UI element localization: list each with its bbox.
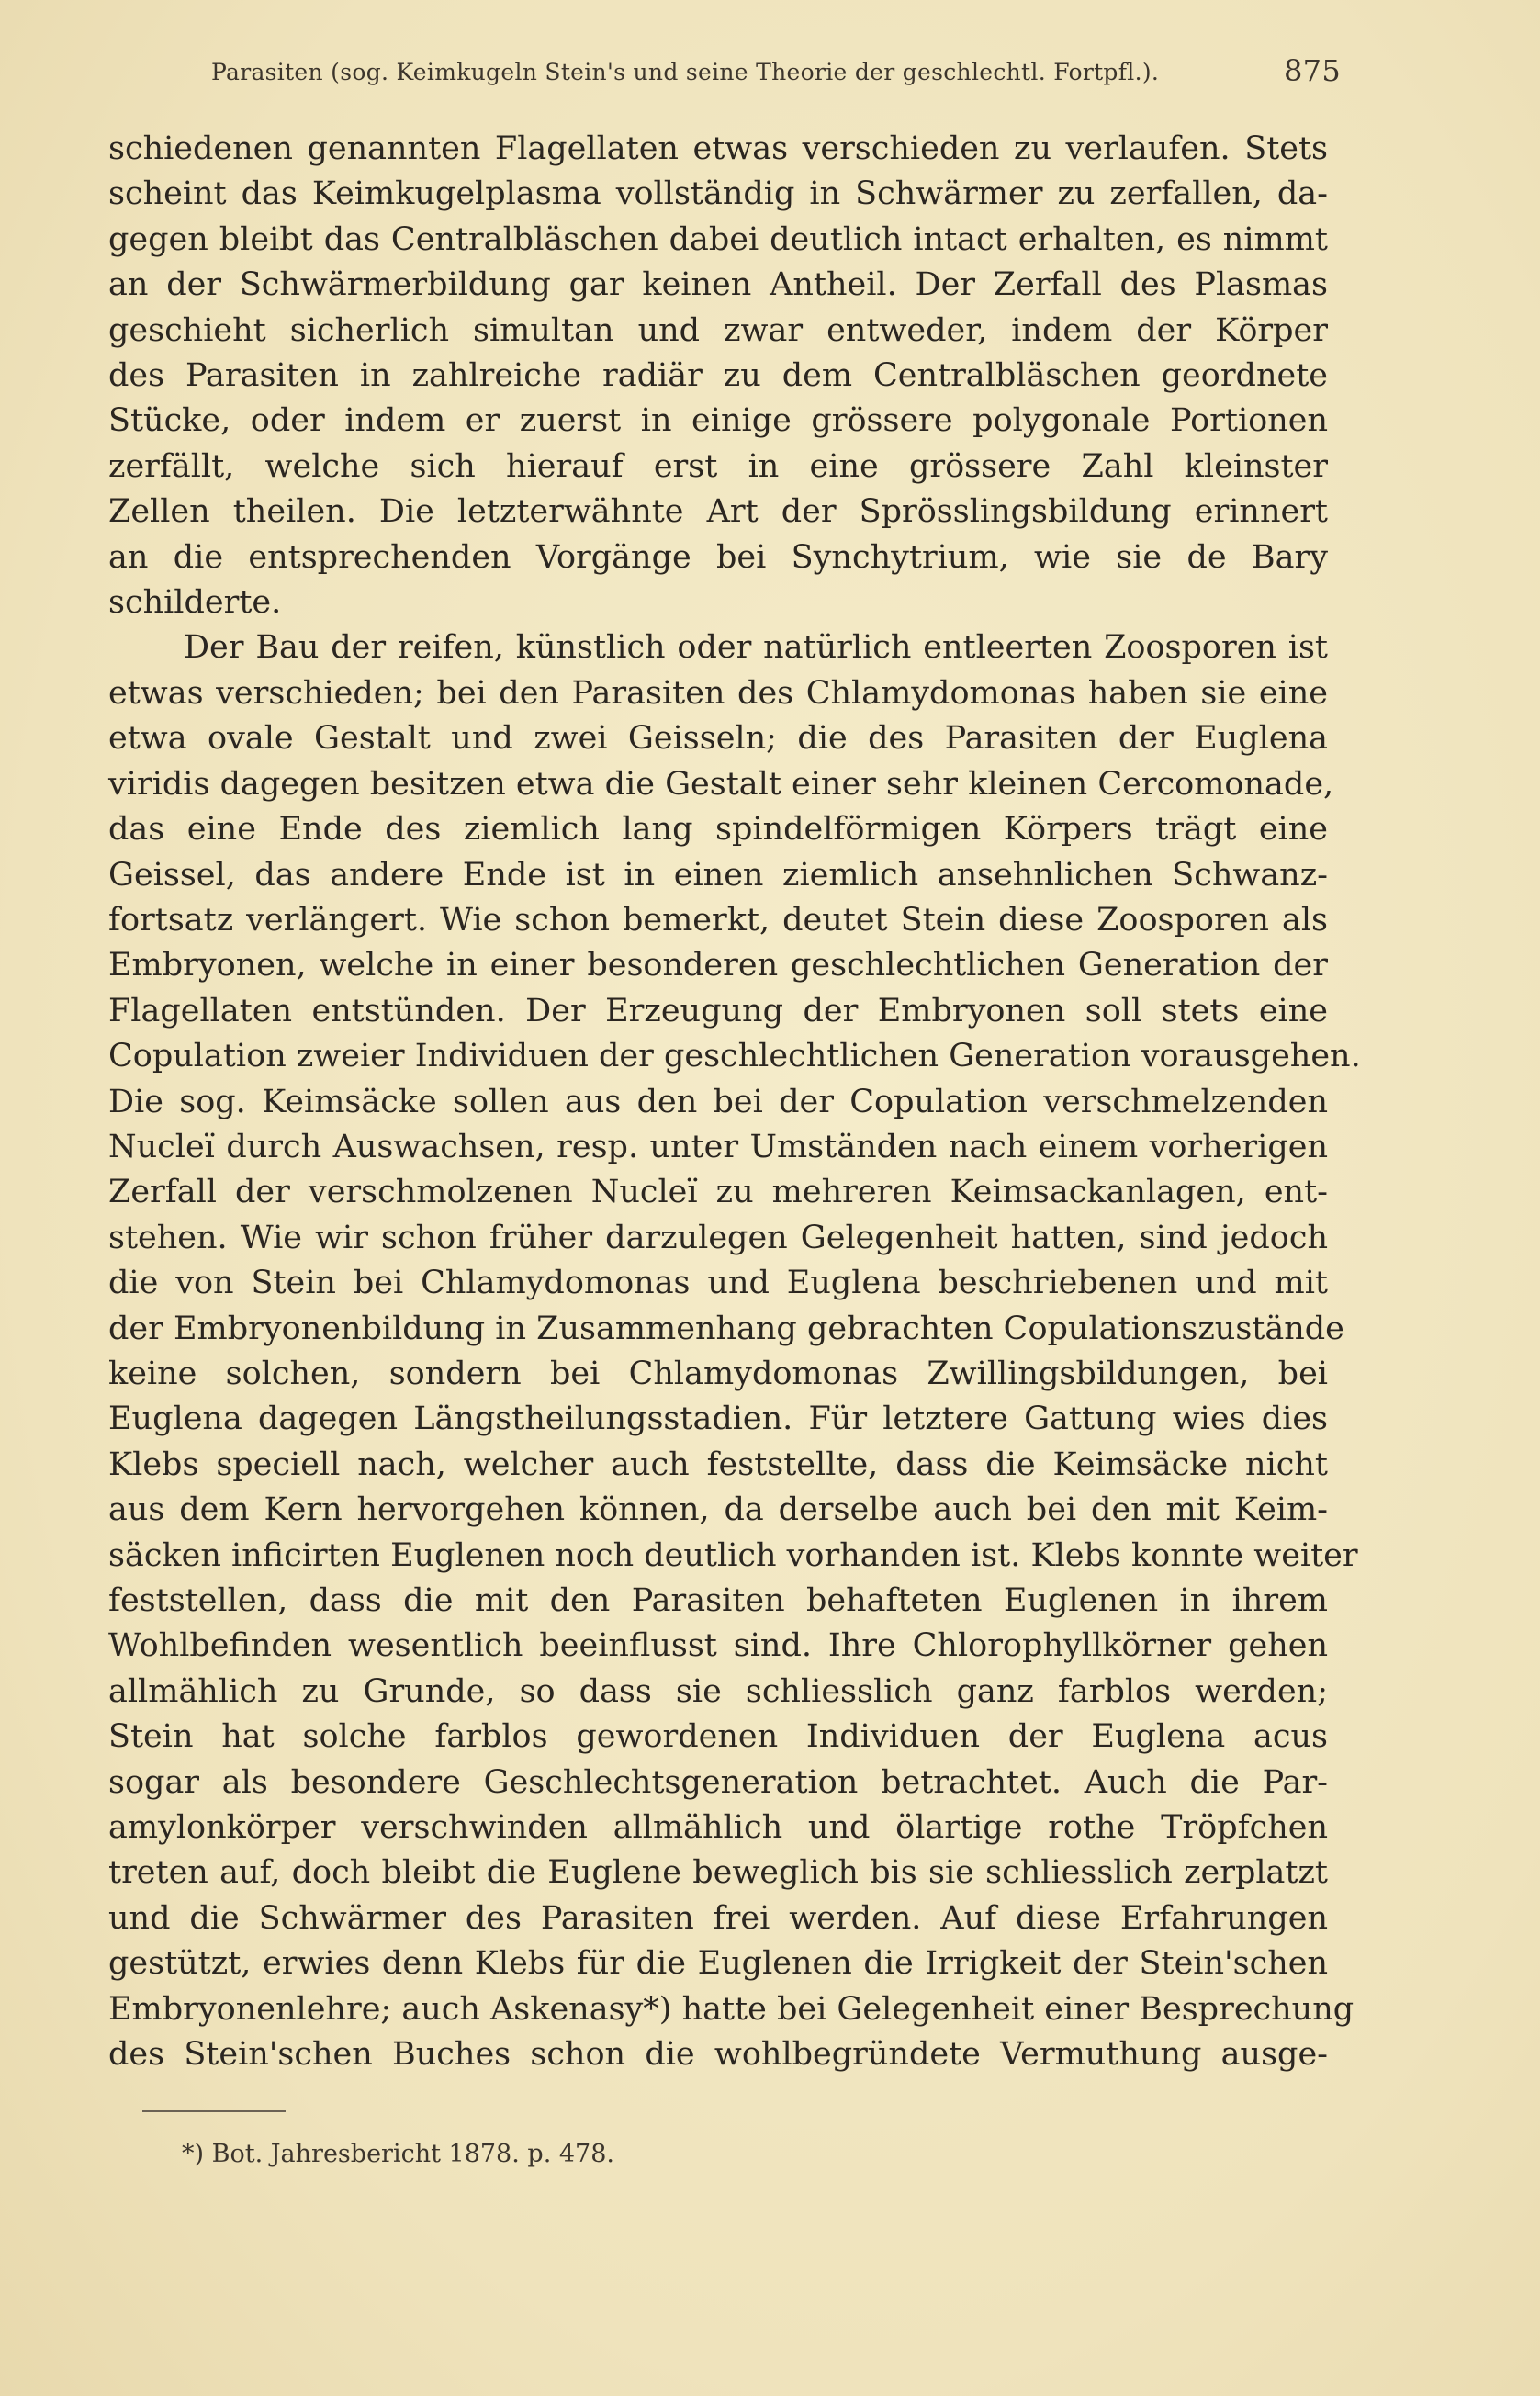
text-line: an der Schwärmerbildung gar keinen Antheil. Der Zerfall des Plasmas [108,266,1328,304]
text-line: keine solchen, sondern bei Chlamydomonas Zwillingsbildungen, bei [108,1355,1328,1392]
text-line: viridis dagegen besitzen etwa die Gestalt einer sehr kleinen Cercomonade, [108,765,1334,803]
text-line: des Parasiten in zahlreiche radiär zu dem Centralbläschen geordnete [108,357,1328,395]
text-line: geschieht sicherlich simultan und zwar entweder, indem der Körper [108,311,1328,349]
text-line: Nucleï durch Auswachsen, resp. unter Umständen nach einem vorherigen [108,1128,1328,1165]
text-line: Die sog. Keimsäcke sollen aus den bei der Copulation verschmelzenden [108,1083,1328,1120]
text-line: die von Stein bei Chlamydomonas und Euglena beschriebenen und mit [108,1265,1328,1302]
text-line: Klebs speciell nach, welcher auch feststellte, dass die Keimsäcke nicht [108,1445,1328,1483]
text-line: an die entsprechenden Vorgänge bei Synchytrium, wie sie de Bary [108,538,1328,576]
text-line: der Embryonenbildung in Zusammenhang gebrachten Copulationszustände [108,1310,1344,1347]
text-line: das eine Ende des ziemlich lang spindelförmigen Körpers trägt eine [108,811,1328,849]
text-line: Wohlbefinden wesentlich beeinflusst sind. Ihre Chlorophyllkörner gehen [108,1627,1328,1665]
footnote: *) Bot. Jahresbericht 1878. p. 478. [182,2140,614,2168]
text-line: treten auf, doch bleibt die Euglene beweglich bis sie schliesslich zerplatzt [108,1854,1328,1892]
text-line: schilderte. [108,584,282,622]
text-line: schiedenen genannten Flagellaten etwas verschieden zu verlaufen. Stets [108,130,1328,167]
footnote-rule [142,2110,286,2112]
text-line: fortsatz verlängert. Wie schon bemerkt, deutet Stein diese Zoosporen als [108,901,1328,939]
text-line: des Stein'schen Buches schon die wohlbegründete Vermuthung ausge- [108,2036,1328,2074]
text-line: Stein hat solche farblos gewordenen Individuen der Euglena acus [108,1718,1328,1756]
text-line: Geissel, das andere Ende ist in einen ziemlich ansehnlichen Schwanz- [108,856,1328,894]
text-line: etwa ovale Gestalt und zwei Geisseln; die des Parasiten der Euglena [108,720,1328,758]
text-line: stehen. Wie wir schon früher darzulegen Gelegenheit hatten, sind jedoch [108,1219,1328,1256]
text-line: Zerfall der verschmolzenen Nucleï zu mehreren Keimsackanlagen, ent- [108,1174,1328,1211]
text-line: gegen bleibt das Centralbläschen dabei deutlich intact erhalten, es nimmt [108,220,1328,258]
running-head-title: Parasiten (sog. Keimkugeln Stein's und seine Theorie der geschlechtl. Fortpfl.). [211,59,1160,85]
text-line: sogar als besondere Geschlechtsgeneration betrachtet. Auch die Par- [108,1763,1328,1801]
text-line: Stücke, oder indem er zuerst in einige grössere polygonale Portionen [108,402,1328,440]
text-line: und die Schwärmer des Parasiten frei werden. Auf diese Erfahrungen [108,1899,1328,1937]
body-text [108,127,1361,2077]
text-line: Copulation zweier Individuen der geschlechtlichen Generation vorausgehen. [108,1038,1361,1075]
text-line: Zellen theilen. Die letzterwähnte Art der Sprösslingsbildung erinnert [108,493,1328,531]
text-line: etwas verschieden; bei den Parasiten des Chlamydomonas haben sie eine [108,674,1328,712]
text-line: feststellen, dass die mit den Parasiten behafteten Euglenen in ihrem [108,1582,1328,1619]
text-line: amylonkörper verschwinden allmählich und ölartige rothe Tröpfchen [108,1809,1328,1847]
text-line: Der Bau der reifen, künstlich oder natürlich entleerten Zoosporen ist [184,629,1328,667]
text-line: Embryonen, welche in einer besonderen geschlechtlichen Generation der [108,947,1328,984]
text-line: Embryonenlehre; auch Askenasy*) hatte bei Gelegenheit einer Besprechung [108,1990,1355,2028]
text-line: Flagellaten entstünden. Der Erzeugung der Embryonen soll stets eine [108,992,1328,1029]
text-line: gestützt, erwies denn Klebs für die Euglenen die Irrigkeit der Stein'schen [108,1945,1328,1983]
text-line: allmählich zu Grunde, so dass sie schliesslich ganz farblos werden; [108,1672,1328,1710]
text-line: Euglena dagegen Längstheilungsstadien. Für letztere Gattung wies dies [108,1400,1328,1438]
text-line: säcken inficirten Euglenen noch deutlich vorhanden ist. Klebs konnte weiter [108,1536,1358,1574]
page-number: 875 [1284,53,1341,88]
text-line: zerfällt, welche sich hierauf erst in eine grössere Zahl kleinster [108,447,1328,485]
running-head [211,51,1341,97]
text-line: aus dem Kern hervorgehen können, da derselbe auch bei den mit Keim- [108,1491,1328,1529]
text-line: scheint das Keimkugelplasma vollständig in Schwärmer zu zerfallen, da- [108,175,1328,213]
